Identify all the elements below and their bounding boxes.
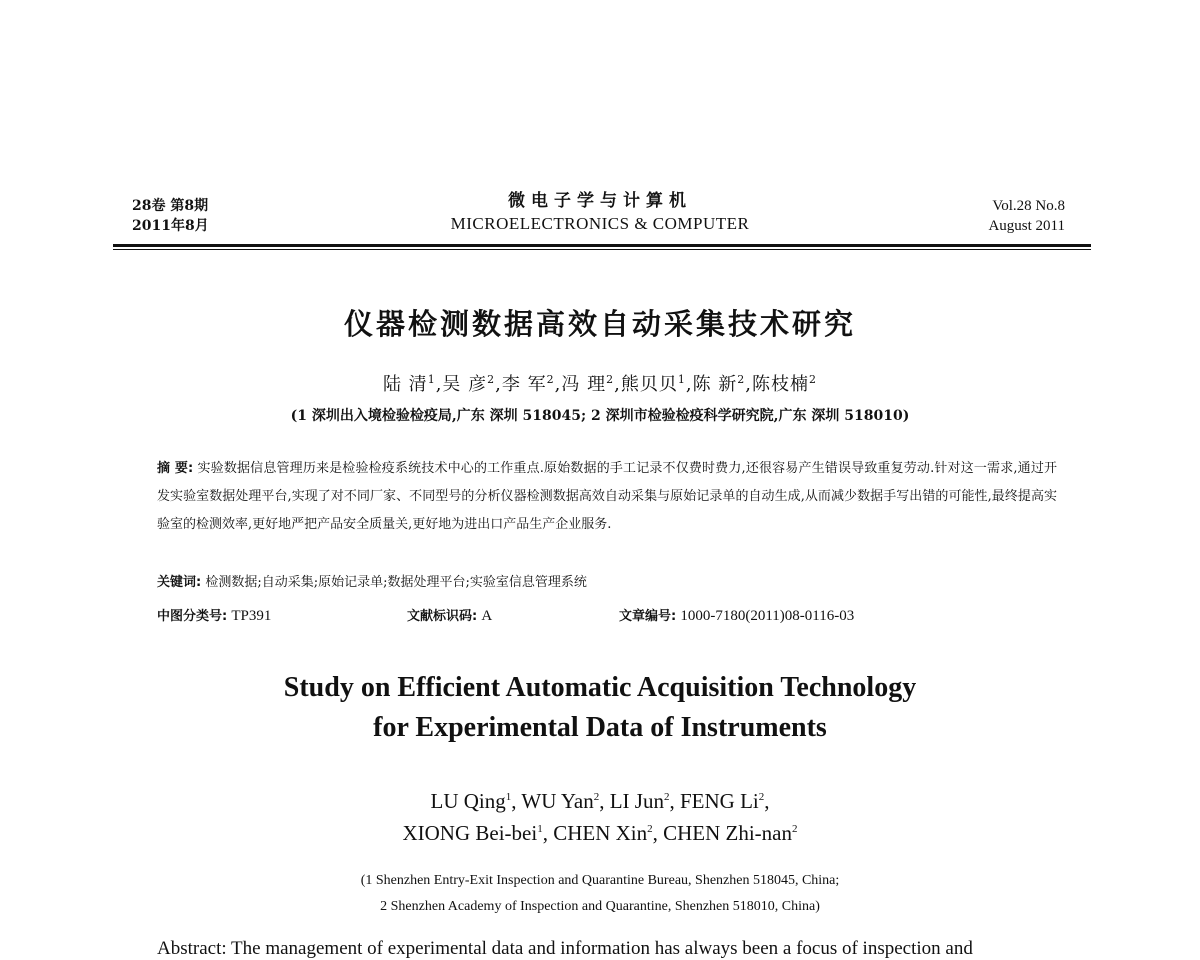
- author-affiliation-mark: 1: [677, 373, 686, 386]
- keywords-label-zh: 关键词:: [157, 575, 202, 590]
- journal-name-zh: 微电子学与计算机: [508, 191, 692, 211]
- journal-name: [300, 190, 900, 236]
- author-name: WU Yan: [521, 789, 594, 813]
- article-number-value: 1000-7180(2011)08-0116-03: [680, 608, 855, 624]
- keywords-zh: [157, 572, 1057, 594]
- author: [502, 374, 555, 395]
- author-affiliation-mark: 1: [427, 373, 436, 386]
- clc-number: [157, 605, 271, 628]
- author-name: 李 军: [501, 374, 547, 395]
- author-name: XIONG Bei-bei: [402, 821, 538, 845]
- author: [752, 374, 817, 395]
- publish-date-zh: 2011年8月: [132, 218, 209, 234]
- clc-label: 中图分类号:: [157, 609, 228, 624]
- affiliation-en-line2: 2 Shenzhen Academy of Inspection and Quarantine, Shenzhen 518010, China): [380, 899, 820, 914]
- publish-date-en: August 2011: [988, 218, 1065, 234]
- author: [383, 374, 436, 395]
- issue-info-en: [988, 196, 1065, 236]
- author-affiliation-mark: 2: [663, 791, 670, 803]
- author-affiliation-mark: 1: [537, 823, 543, 835]
- journal-name-en: MICROELECTRONICS & COMPUTER: [450, 214, 750, 233]
- author-list-zh: 陆 清$^1$,吴 彦$^2$,李 军$^2$,冯 理$^2$,熊贝贝$^1$,陈 新$^2$,陈枝楠$^2$: [382, 373, 818, 395]
- author: [561, 374, 614, 395]
- author: [693, 374, 746, 395]
- author-name: FENG Li: [679, 789, 759, 813]
- affiliation-en: [0, 868, 1200, 920]
- abstract-en-partial: Abstract: The management of experimental data and information has always been a focus of inspection and: [157, 938, 973, 959]
- author-affiliation-mark: 2: [593, 791, 600, 803]
- author-affiliation-mark: 2: [487, 373, 496, 386]
- author-name: 陆 清: [382, 374, 428, 395]
- paper-title-en-line2: for Experimental Data of Instruments: [373, 712, 827, 743]
- author: [663, 821, 797, 845]
- author: [442, 374, 495, 395]
- abstract-zh: [157, 455, 1057, 539]
- author-name: LI Jun: [609, 789, 664, 813]
- author-list-en: LU Qing$^1$, WU Yan$^2$, LI Jun$^2$, FENG Li$^2$, XIONG Bei-bei$^1$, CHEN Xin$^2$, CHEN Zhi-nan$^2$: [402, 789, 798, 845]
- document-code-label: 文献标识码:: [407, 609, 478, 624]
- abstract-label-zh: 摘 要:: [157, 461, 194, 476]
- affiliation-zh: (1 深圳出入境检验检疫局,广东 深圳 518045; 2 深圳市检验检疫科学研究院,广东 深圳 518010): [290, 408, 910, 424]
- document-code-value: A: [481, 608, 493, 624]
- article-number-label: 文章编号:: [619, 609, 677, 624]
- document-code: [407, 605, 492, 628]
- author-affiliation-mark: 2: [647, 823, 653, 835]
- author-name: CHEN Xin: [553, 821, 648, 845]
- author-affiliation-mark: 1: [505, 791, 512, 803]
- author: [553, 821, 652, 845]
- author: [431, 789, 512, 813]
- author-affiliation-mark: 2: [737, 373, 746, 386]
- affiliation-en-line1: (1 Shenzhen Entry-Exit Inspection and Quarantine Bureau, Shenzhen 518045, China;: [360, 873, 840, 888]
- author-affiliation-mark: 2: [606, 373, 615, 386]
- paper-title-en-line1: Study on Efficient Automatic Acquisition Technology: [283, 672, 917, 703]
- volume-issue-en: Vol.28 No.8: [992, 198, 1065, 214]
- author-name: 陈 新: [692, 374, 738, 395]
- author-name: 吴 彦: [442, 374, 488, 395]
- author: [402, 821, 542, 845]
- author-name: 熊贝贝: [620, 374, 678, 395]
- author-name: 陈枝楠: [752, 374, 810, 395]
- header-rule-thick: [113, 244, 1091, 247]
- author-name: CHEN Zhi-nan: [663, 821, 793, 845]
- abstract-text-zh: 实验数据信息管理历来是检验检疫系统技术中心的工作重点.原始数据的手工记录不仅费时费力,还很容易产生错误导致重复劳动.针对这一需求,通过开发实验室数据处理平台,实现了对不同厂家、不同型号的分析仪器检测数据高效自动采集与原始记录单的自动生成,从而减少数据手写出错的可能性,最终提高实验室的检测效率,更好地严把产品安全质量关,更好地为进出口产品生产企业服务.: [157, 461, 1057, 532]
- author: [680, 789, 764, 813]
- author-affiliation-mark: 2: [792, 823, 798, 835]
- author-affiliation-mark: 2: [809, 373, 818, 386]
- author: [521, 789, 599, 813]
- author-affiliation-mark: 2: [758, 791, 765, 803]
- article-number: [619, 605, 854, 628]
- author: [621, 374, 686, 395]
- author-name: 冯 理: [561, 374, 607, 395]
- issue-info-zh: [132, 196, 209, 236]
- volume-issue-zh: 28卷 第8期: [132, 198, 209, 214]
- clc-value: TP391: [231, 608, 272, 624]
- paper-title-zh: 仪器检测数据高效自动采集技术研究: [343, 307, 856, 341]
- paper-title-en: [0, 668, 1200, 748]
- header-rule-thin: [113, 249, 1091, 250]
- author-name: LU Qing: [430, 789, 506, 813]
- keywords-text-zh: 检测数据;自动采集;原始记录单;数据处理平台;实验室信息管理系统: [205, 575, 587, 590]
- author: [610, 789, 670, 813]
- author-affiliation-mark: 2: [546, 373, 555, 386]
